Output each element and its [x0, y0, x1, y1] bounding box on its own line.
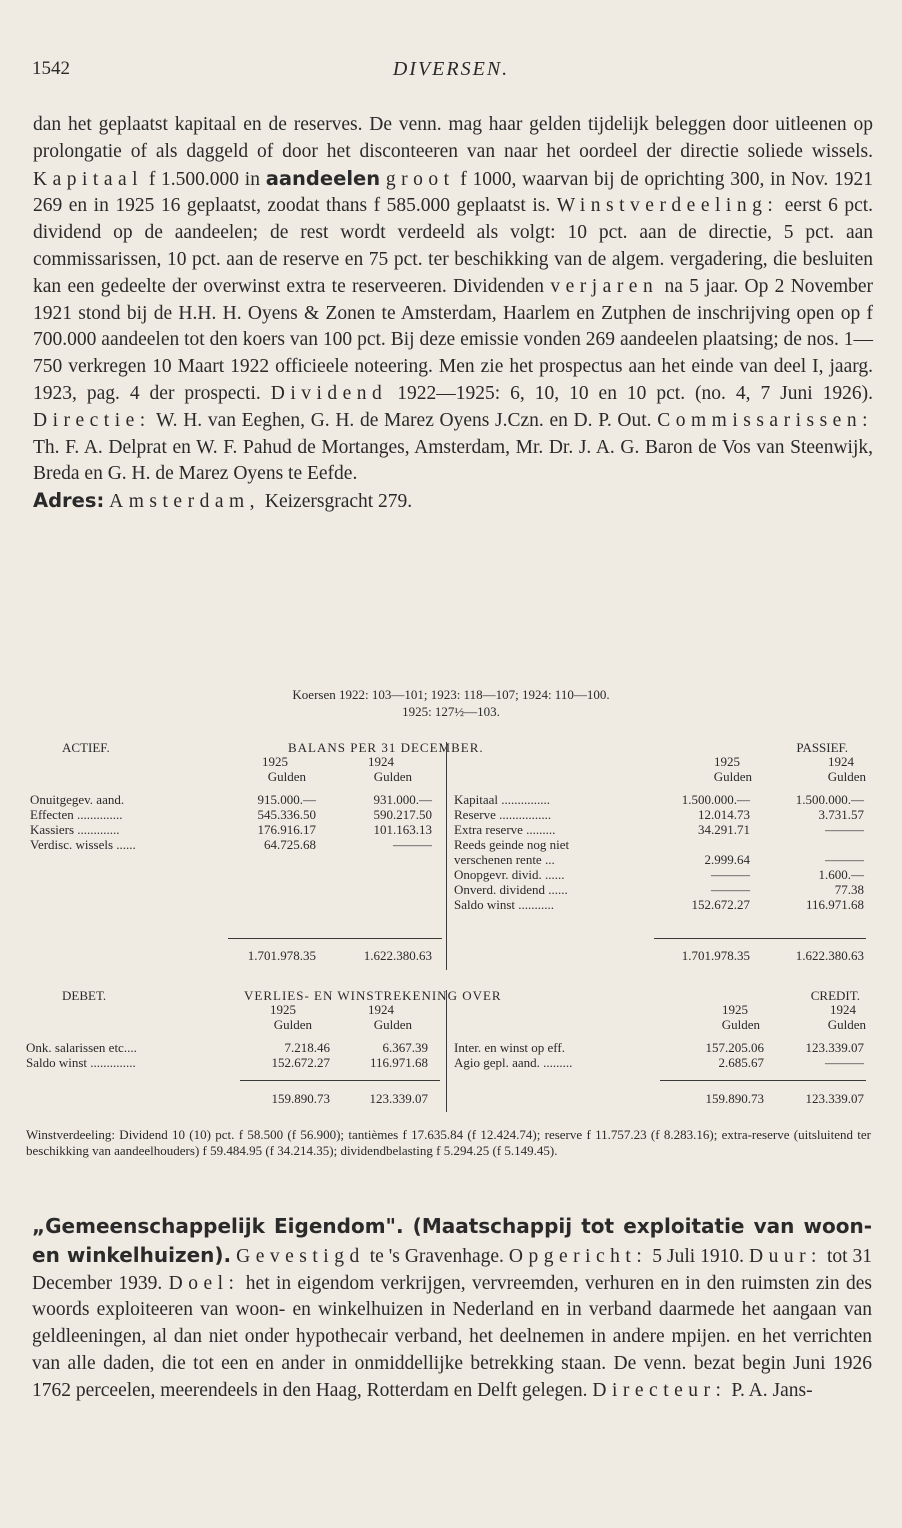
- value-1925: 152.672.27: [691, 897, 750, 912]
- row-label: Reeds geinde nog niet: [454, 837, 570, 852]
- bold-label: Adres:: [33, 489, 105, 513]
- value-1924: 931.000.—: [373, 792, 432, 807]
- value-1925: 64.725.68: [264, 837, 316, 852]
- page-header: [32, 58, 870, 88]
- value-1924: 590.217.50: [373, 807, 432, 822]
- value-1924: 116.971.68: [369, 1055, 428, 1070]
- year-label: 1924: [368, 1002, 394, 1017]
- column-divider: [446, 990, 447, 1112]
- value-1925: 34.291.71: [698, 822, 750, 837]
- profit-loss-account: [0, 988, 902, 1113]
- unit-label: Gulden: [267, 769, 306, 784]
- row-label: Kapitaal ...............: [454, 792, 551, 807]
- center-heading: BALANS PER 31 DECEMBER.: [288, 740, 484, 755]
- year-label: 1925: [262, 754, 288, 769]
- spaced-label: Opgericht:: [508, 1245, 648, 1267]
- page-title: DIVERSEN.: [392, 58, 510, 80]
- total-value: 1.701.978.35: [247, 948, 316, 963]
- center-heading: VERLIES- EN WINSTREKENING OVER: [244, 988, 502, 1003]
- row-label: verschenen rente ...: [454, 852, 555, 867]
- left-heading: DEBET.: [62, 988, 107, 1003]
- unit-label: Gulden: [373, 769, 412, 784]
- value-1924: 77.38: [834, 882, 864, 897]
- total-rule: [240, 1080, 440, 1081]
- value-1925: 157.205.06: [705, 1040, 764, 1055]
- balance-sheet: [0, 740, 902, 970]
- text-fragment: 5 Juli 1910.: [652, 1245, 744, 1267]
- text-fragment: Keizersgracht 279.: [264, 491, 413, 513]
- unit-label: Gulden: [373, 1017, 412, 1032]
- profit-distribution: Winstverdeeling: Dividend 10 (10) pct. f 58.500 (f 56.900); tantièmes f 17.635.84 (f 12.424.74); reserve f 11.757.23 (f 8.283.16); extra-reserve (uitsluitend ter beschikking van aandeelhouders) f 59.484.95 (f 34.214.35); dividendbelasting f 5.294.25 (f 5.149.45).: [26, 1127, 871, 1158]
- year-label: 1924: [830, 1002, 856, 1017]
- spaced-label: Kapitaal: [33, 168, 144, 190]
- value-1925: 2.685.67: [718, 1055, 764, 1070]
- unit-label: Gulden: [827, 1017, 866, 1032]
- text-fragment: Th. F. A. Delprat en W. F. Pahud de Mortanges, Amsterdam, Mr. Dr. J. A. G. Baron de Vos van Steenwijk, Breda en G. H. de Marez Oyens te Eefde.: [33, 436, 873, 485]
- value-1924: 123.339.07: [805, 1040, 864, 1055]
- right-heading: CREDIT.: [810, 988, 860, 1003]
- text-fragment: 1922—1925: 6, 10, 10 en 10 pct. (no. 4, 7 Juni 1926).: [397, 382, 874, 404]
- spaced-label: Directie:: [33, 409, 151, 431]
- left-heading: ACTIEF.: [62, 740, 110, 755]
- total-value: 123.339.07: [369, 1091, 428, 1106]
- value-1925: 2.999.64: [704, 852, 750, 867]
- year-label: 1925: [714, 754, 740, 769]
- value-1924: 3.731.57: [818, 807, 864, 822]
- value-1924: 101.163.13: [373, 822, 432, 837]
- value-1924: ———: [825, 1055, 864, 1070]
- total-value: 1.622.380.63: [363, 948, 432, 963]
- year-label: 1924: [828, 754, 854, 769]
- year-label: 1925: [722, 1002, 748, 1017]
- value-1925: ———: [711, 882, 750, 897]
- row-label: Onopgevr. divid. ......: [454, 867, 565, 882]
- value-1924: 116.971.68: [805, 897, 864, 912]
- spaced-label: Commissarissen:: [657, 409, 874, 431]
- text-fragment: na 5 jaar. Op 2 November 1921 stond bij de H.H. H. Oyens & Zonen te Amsterdam, Haarlem en Zutphen de inschrijving open op f 700.000 aandeelen tot den koers van 100 pct. Bij deze emissie vonden 269 aandeelen plaatsing; de nos. 1—750 verkregen 10 Maart 1922 officieele noteering. Men zie het prospectus aan het einde van deel I, jaarg. 1923, pag. 4 der prospecti.: [33, 275, 874, 404]
- row-label: Extra reserve .........: [454, 822, 556, 837]
- spaced-label: Gevestigd: [236, 1245, 365, 1267]
- text-fragment: dan het geplaatst kapitaal en de reserves. De venn. mag haar gelden tijdelijk beleggen door uitleenen op prolongatie of als daggeld of door het disconteeren van naar het oordeel der directie soliede wissels.: [33, 114, 873, 162]
- row-label: Onk. salarissen etc....: [26, 1040, 137, 1055]
- value-1925: 545.336.50: [257, 807, 316, 822]
- row-label: Inter. en winst op eff.: [454, 1040, 565, 1055]
- row-label: Onuitgegev. aand.: [30, 792, 125, 807]
- spaced-label: Amsterdam,: [109, 491, 261, 513]
- row-label: Onverd. dividend ......: [454, 882, 568, 897]
- year-label: 1924: [368, 754, 394, 769]
- total-rule: [654, 938, 866, 939]
- text-fragment: het in eigendom verkrijgen, vervreemden, verhuren en in den ruimsten zin des woords exploiteeren van woon- en winkelhuizen in Nederland en in verband daarmede het aangaan van geldleeningen, al dan niet onder hypothecair verband, het deelnemen in andere mpijen. en het verrichten van alle daden, die tot een en ander in onmiddellijke betrekking staan. De venn. bezat begin Juni 1926 1762 perceelen, meerendeels in den Haag, Rotterdam en Delft gelegen.: [32, 1272, 872, 1401]
- company-name: „Gemeenschappelijk Eigendom". (Maatschappij tot exploitatie van woon- en winkelhuizen).: [32, 1214, 872, 1267]
- share-prices: [0, 686, 902, 720]
- spaced-label: Doel:: [168, 1272, 240, 1294]
- value-1924: 1.600.—: [818, 867, 864, 882]
- total-rule: [228, 938, 442, 939]
- text-fragment: tot 31 December 1939.: [32, 1245, 873, 1294]
- text-fragment: te 's Gravenhage.: [369, 1245, 504, 1267]
- value-1924: ———: [393, 837, 432, 852]
- text-fragment: eerst 6 pct. dividend op de aandeelen; de rest wordt verdeeld als volgt: 10 pct. aan de directie, 5 pct. aan commissarissen, 10 pct. aan de reserve en 75 pct. ter beschikking van de algem. vergadering, die besluiten kan een gedeelte der overwinst extra te reserveeren. Dividenden: [33, 195, 874, 297]
- share-prices-line: 1925: 127½—103.: [402, 704, 500, 719]
- row-label: Saldo winst ...........: [454, 897, 555, 912]
- text-fragment: f 1000, waarvan bij de oprichting 300, in Nov. 1921 269 en in 1925 16 geplaatst, zoodat thans f 585.000 geplaatst is.: [33, 168, 874, 217]
- row-label: Kassiers .............: [30, 822, 120, 837]
- value-1925: 12.014.73: [698, 807, 750, 822]
- unit-label: Gulden: [721, 1017, 760, 1032]
- value-1924: ———: [825, 852, 864, 867]
- total-value: 159.890.73: [705, 1091, 764, 1106]
- total-value: 159.890.73: [271, 1091, 330, 1106]
- value-1924: 1.500.000.—: [795, 792, 864, 807]
- value-1924: 6.367.39: [382, 1040, 428, 1055]
- year-label: 1925: [270, 1002, 296, 1017]
- spaced-label: groot: [385, 168, 455, 190]
- spaced-label: verjaren: [550, 275, 659, 297]
- text-fragment: P. A. Jans-: [731, 1379, 813, 1401]
- total-value: 1.622.380.63: [795, 948, 864, 963]
- spaced-label: Dividend: [270, 382, 388, 404]
- unit-label: Gulden: [273, 1017, 312, 1032]
- value-1925: ———: [711, 867, 750, 882]
- value-1925: 915.000.—: [257, 792, 316, 807]
- unit-label: Gulden: [827, 769, 866, 784]
- spaced-label: Duur:: [748, 1245, 822, 1267]
- row-label: Effecten ..............: [30, 807, 123, 822]
- spaced-label: Winstverdeeling:: [556, 195, 779, 217]
- value-1925: 176.916.17: [257, 822, 316, 837]
- company-description-2: [32, 1213, 872, 1405]
- text-fragment: f 1.500.000 in: [148, 168, 260, 190]
- bold-label: aandeelen: [265, 166, 381, 190]
- row-label: Saldo winst ..............: [26, 1055, 136, 1070]
- column-divider: [446, 742, 447, 970]
- spaced-label: Directeur:: [592, 1379, 727, 1401]
- total-value: 123.339.07: [805, 1091, 864, 1106]
- company-description: [33, 112, 873, 516]
- value-1925: 152.672.27: [271, 1055, 330, 1070]
- value-1925: 7.218.46: [284, 1040, 330, 1055]
- share-prices-line: Koersen 1922: 103—101; 1923: 118—107; 1924: 110—100.: [292, 687, 610, 702]
- total-rule: [660, 1080, 866, 1081]
- right-heading: PASSIEF.: [796, 740, 848, 755]
- row-label: Agio gepl. aand. .........: [454, 1055, 573, 1070]
- value-1924: ———: [825, 822, 864, 837]
- page-number: 1542: [32, 58, 70, 79]
- unit-label: Gulden: [713, 769, 752, 784]
- row-label: Reserve ................: [454, 807, 552, 822]
- text-fragment: W. H. van Eeghen, G. H. de Marez Oyens J.Czn. en D. P. Out.: [156, 409, 652, 431]
- value-1925: 1.500.000.—: [681, 792, 750, 807]
- row-label: Verdisc. wissels ......: [30, 837, 136, 852]
- total-value: 1.701.978.35: [681, 948, 750, 963]
